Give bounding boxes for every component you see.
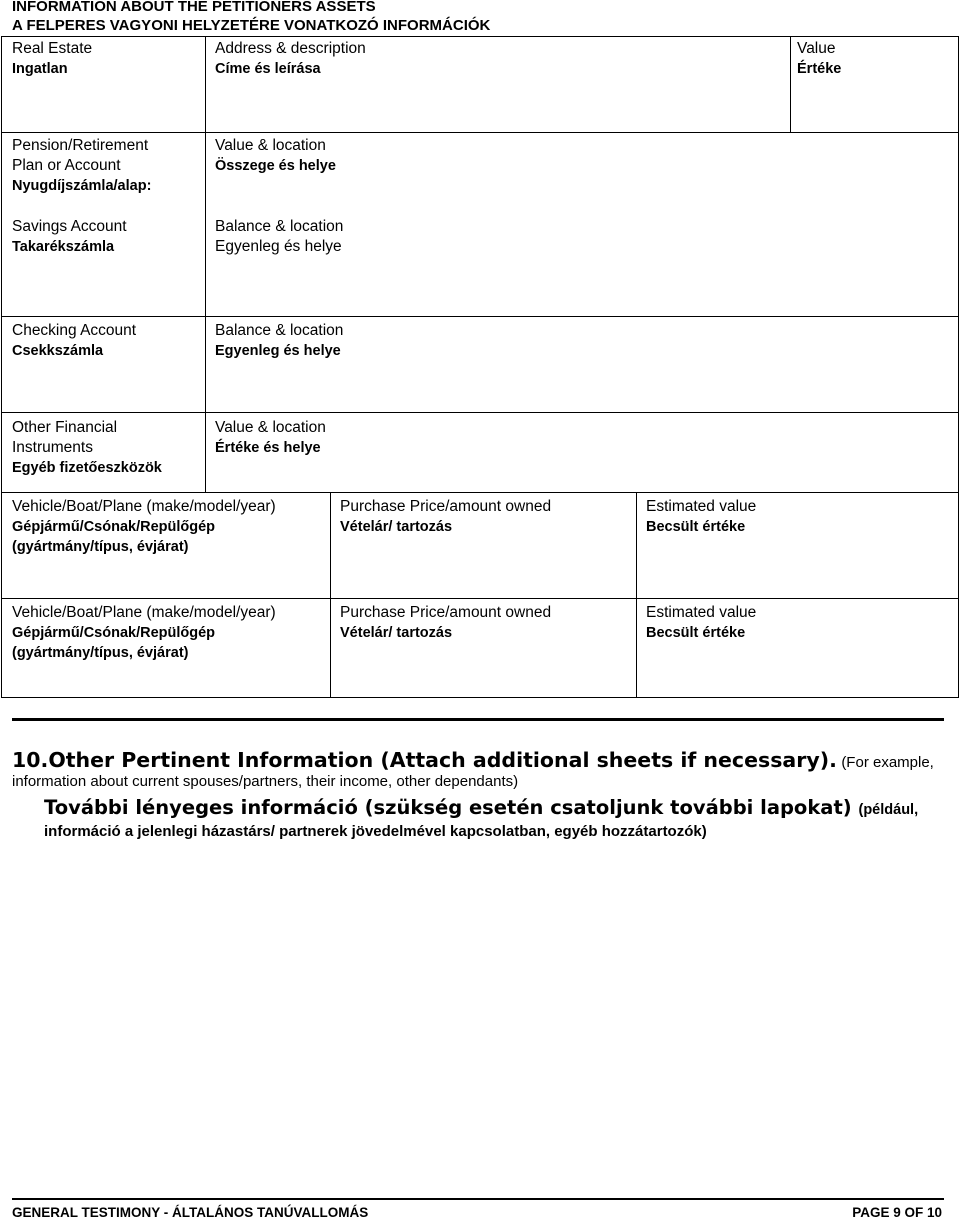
savings-label-hu: Takarékszámla bbox=[12, 239, 115, 255]
vehicle-1-price-en: Purchase Price/amount owned bbox=[340, 498, 552, 515]
real-estate-label-en: Real Estate bbox=[12, 40, 93, 57]
savings-label-en: Savings Account bbox=[12, 218, 127, 235]
other-financial-label-hu: Egyéb fizetőeszközök bbox=[12, 460, 162, 476]
table-line bbox=[1, 492, 959, 493]
table-border-bottom bbox=[1, 697, 959, 698]
section-10-note-hu-1: (például, bbox=[858, 802, 919, 818]
pension-label bbox=[12, 136, 151, 196]
table-border-left bbox=[1, 36, 2, 698]
section-10-title-hu-line bbox=[44, 796, 918, 819]
vehicle-2-price-hu: Vételár/ tartozás bbox=[340, 625, 453, 641]
pension-label-en-2: Plan or Account bbox=[12, 157, 121, 174]
pension-desc-en: Value & location bbox=[215, 137, 326, 154]
table-col-divider bbox=[330, 492, 331, 698]
vehicle-1-label-hu-2: (gyártmány/típus, évjárat) bbox=[12, 539, 189, 555]
savings-desc-hu: Egyenleg és helye bbox=[215, 238, 342, 255]
table-border-top bbox=[1, 36, 959, 37]
real-estate-value[interactable] bbox=[797, 39, 841, 79]
vehicle-1-estimate-en: Estimated value bbox=[646, 498, 757, 515]
other-financial-label bbox=[12, 418, 162, 478]
vehicle-2-label-hu-2: (gyártmány/típus, évjárat) bbox=[12, 645, 189, 661]
other-financial-label-en-1: Other Financial bbox=[12, 419, 118, 436]
vehicle-1-estimate-hu: Becsült értéke bbox=[646, 519, 746, 535]
section-10-note-en-1: (For example, bbox=[841, 754, 934, 771]
section-10-title-line bbox=[12, 748, 942, 772]
other-financial-label-en-2: Instruments bbox=[12, 439, 93, 456]
vehicle-2-price[interactable] bbox=[340, 603, 551, 643]
table-line bbox=[1, 316, 959, 317]
section-divider bbox=[12, 718, 944, 721]
real-estate-label-hu: Ingatlan bbox=[12, 61, 68, 77]
section-10-note-en-2: information about current spouses/partners, their income, other dependants) bbox=[12, 773, 519, 790]
checking-label-hu: Csekkszámla bbox=[12, 343, 104, 359]
section-10-title-hu: További lényeges információ (szükség esetén csatoljunk további lapokat) bbox=[44, 796, 852, 819]
real-estate-desc[interactable] bbox=[215, 39, 366, 79]
section-10 bbox=[12, 748, 942, 792]
table-col-divider bbox=[205, 36, 206, 493]
vehicle-1-estimate[interactable] bbox=[646, 497, 756, 537]
vehicle-2-label-hu-1: Gépjármű/Csónak/Repülőgép bbox=[12, 625, 216, 641]
table-line bbox=[1, 598, 959, 599]
vehicle-2-label bbox=[12, 603, 276, 663]
checking-desc[interactable] bbox=[215, 321, 343, 361]
table-line bbox=[1, 412, 959, 413]
table-col-divider bbox=[790, 36, 791, 133]
section-10-title-en: 10.Other Pertinent Information (Attach additional sheets if necessary). bbox=[12, 748, 837, 772]
vehicle-1-price-hu: Vételár/ tartozás bbox=[340, 519, 453, 535]
savings-desc-en: Balance & location bbox=[215, 218, 344, 235]
pension-desc[interactable] bbox=[215, 136, 336, 176]
section-10-note-hu-2: információ a jelenlegi házastárs/ partnerek jövedelmével kapcsolatban, egyéb hozzátartozók) bbox=[44, 823, 707, 840]
table-line bbox=[1, 132, 959, 133]
page-number: PAGE 9 OF 10 bbox=[852, 1205, 942, 1220]
real-estate-value-hu: Értéke bbox=[797, 61, 842, 77]
checking-label bbox=[12, 321, 136, 361]
checking-desc-hu: Egyenleg és helye bbox=[215, 343, 341, 359]
real-estate-desc-hu: Címe és leírása bbox=[215, 61, 321, 77]
vehicle-2-label-en: Vehicle/Boat/Plane (make/model/year) bbox=[12, 604, 276, 621]
table-border-right bbox=[958, 36, 959, 698]
vehicle-1-label-en: Vehicle/Boat/Plane (make/model/year) bbox=[12, 498, 276, 515]
pension-label-en-1: Pension/Retirement bbox=[12, 137, 149, 154]
checking-label-en: Checking Account bbox=[12, 322, 137, 339]
vehicle-1-label bbox=[12, 497, 276, 557]
vehicle-2-estimate-hu: Becsült értéke bbox=[646, 625, 746, 641]
vehicle-2-estimate[interactable] bbox=[646, 603, 756, 643]
form-title-hu: A FELPERES VAGYONI HELYZETÉRE VONATKOZÓ INFORMÁCIÓK bbox=[12, 17, 491, 34]
footer-title: GENERAL TESTIMONY - ÁLTALÁNOS TANÚVALLOMÁS bbox=[12, 1205, 369, 1220]
savings-label bbox=[12, 217, 127, 257]
vehicle-1-label-hu-1: Gépjármű/Csónak/Repülőgép bbox=[12, 519, 216, 535]
other-financial-desc-hu: Értéke és helye bbox=[215, 440, 321, 456]
real-estate-value-en: Value bbox=[797, 40, 836, 57]
vehicle-2-estimate-en: Estimated value bbox=[646, 604, 757, 621]
table-col-divider bbox=[636, 492, 637, 698]
form-title-en: INFORMATION ABOUT THE PETITIONERS ASSETS bbox=[12, 0, 376, 15]
pension-desc-hu: Összege és helye bbox=[215, 158, 336, 174]
other-financial-desc[interactable] bbox=[215, 418, 326, 458]
checking-desc-en: Balance & location bbox=[215, 322, 344, 339]
vehicle-1-price[interactable] bbox=[340, 497, 551, 537]
pension-label-hu: Nyugdíjszámla/alap: bbox=[12, 178, 152, 194]
other-financial-desc-en: Value & location bbox=[215, 419, 326, 436]
footer-rule bbox=[12, 1198, 944, 1200]
real-estate-label bbox=[12, 39, 92, 79]
vehicle-2-price-en: Purchase Price/amount owned bbox=[340, 604, 552, 621]
real-estate-desc-en: Address & description bbox=[215, 40, 366, 57]
savings-desc[interactable] bbox=[215, 217, 343, 257]
